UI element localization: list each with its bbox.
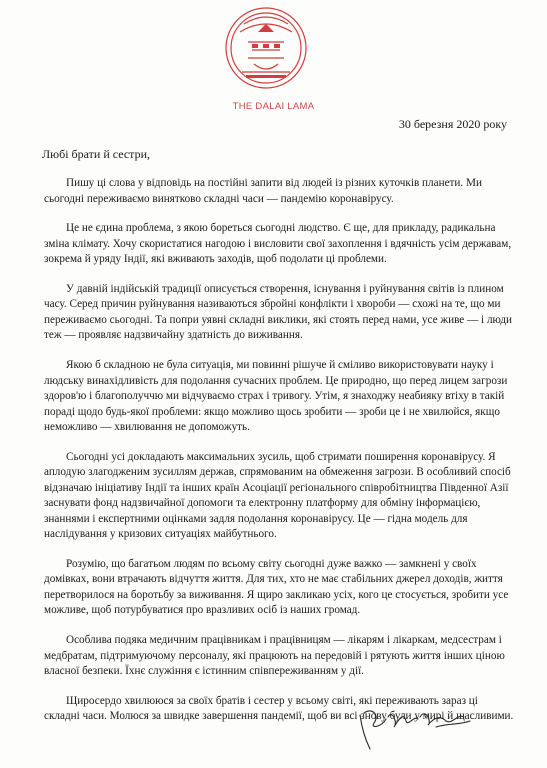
letter-body — [44, 176, 514, 739]
paragraph: Це не єдина проблема, з якою бореться сьогодні людство. Є ще, для прикладу, радикальна зміна клімату. Хочу скористатися нагодою і висловити свої захоплення і вдячність усім державам, зокрема й уряду Індії, які вживають заходів, щоб подолати ці проблеми. — [44, 222, 512, 266]
paragraph: Особлива подяка медичним працівникам і працівницям — лікарям і лікаркам, медсестрам і медбратам, підтримуючому персоналу, які працюють на передовій і рятують життя інших ціною власної безпеки. Їхнє служіння є істинним співпереживанням у дії. — [44, 634, 505, 678]
paragraph: Розумію, що багатьом людям по всьому світу сьогодні дуже важко — замкнені у своїх домівках, вони втрачають відчуття життя. Для тих, хто не має стабільних джерел доходів, життя перетворилося на боротьбу за виживання. Я щиро закликаю усіх, кого це стосується, зробити усе можливе, щоб потурбуватися про вразливих осіб із наших громад. — [44, 557, 509, 617]
paragraph: У давній індійській традиції описується створення, існування і руйнування світів із плином часу. Серед причин руйнування називаються збройні конфлікти і хвороби — схожі на те, що ми переживаємо сьогодні. Та попри уявні складні виклики, які стоять перед нами, усе живе — і люди теж — проявляє надзвичайну здатність до виживання. — [44, 282, 513, 342]
salutation: Любі брати й сестри, — [42, 147, 150, 161]
letterhead — [0, 0, 547, 122]
dalai-lama-seal-icon — [222, 2, 310, 90]
paragraph: Сьогодні усі докладають максимальних зусиль, щоб стримати поширення коронавірусу. Я аплодую злагодженим зусиллям держав, спрямованим на обмеження загрози. В особливий спосіб відзначаю ініціативу Індії та інших країн Асоціації регіонального співробітництва Південної Азії заснувати фонд надзвичайної допомоги та електронну платформу для обміну інформацією, знаннями і експертними оцінками задля подолання коронавірусу. Це — гідна модель для наслідування у кризових ситуаціях майбутнього. — [44, 450, 511, 541]
paragraph: Пишу ці слова у відповідь на постійні запити від людей із різних куточків планети. Ми сьогодні переживаємо винятково складні часи — пандемію коронавірусу. — [44, 177, 482, 205]
paragraph: Щиросердо хвилююся за своїх братів і сестер у всьому світі, які переживають зараз ці складні часи. Молюся за швидке завершення пандемії, щоб ви всі знову були у мирі й щасливими. — [44, 694, 514, 723]
letter-date: 30 березня 2020 року — [398, 117, 507, 131]
organization-name: THE DALAI LAMA — [232, 101, 315, 112]
signature — [352, 693, 478, 753]
paragraph: Якою б складною не була ситуація, ми повинні рішуче й сміливо використовувати науку і людську винахідливість для подолання сучасних проблем. Це природно, що перед лицем загрози здоров'ю і благополуччю ми відчуваємо страх і тривогу. Утім, я знаходжу неабияку втіху в такій пораді щодо будь-якої проблеми: якщо можливо щось зробити — зроби це і не хвилюйся, якщо неможливо — хвилювання не допоможуть. — [44, 359, 508, 434]
